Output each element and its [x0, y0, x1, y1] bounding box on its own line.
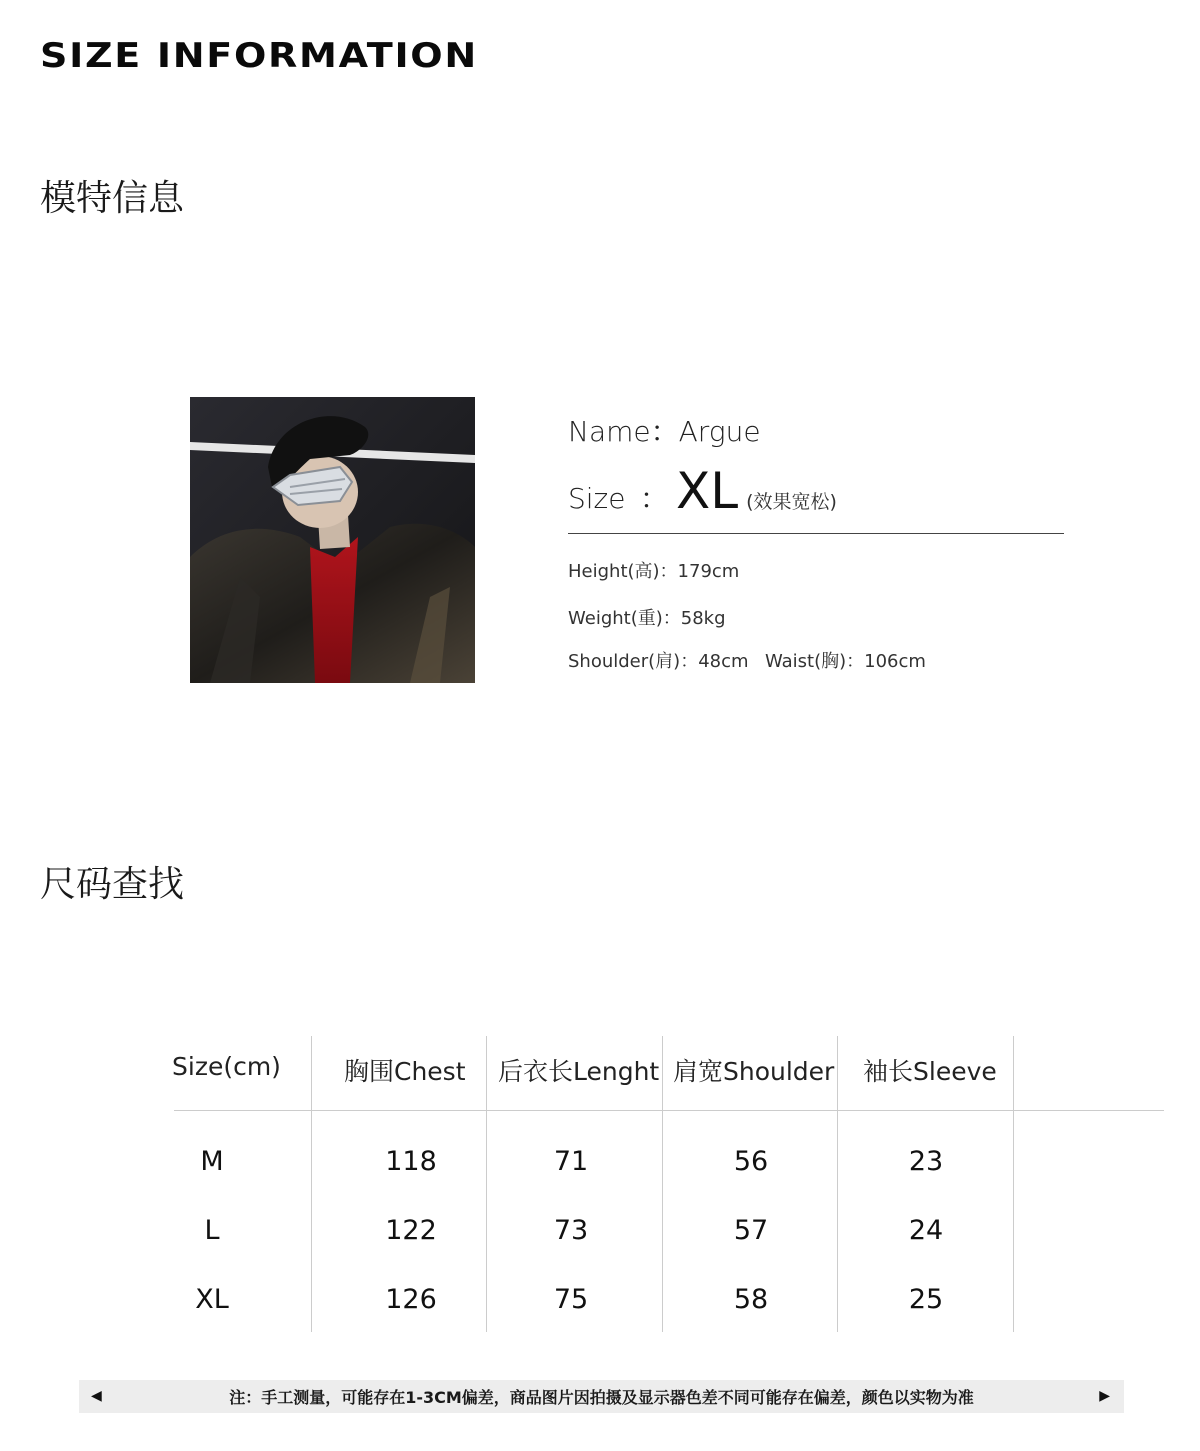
model-shoulder: Shoulder(肩)：48cm — [568, 651, 749, 672]
column-divider — [662, 1036, 663, 1332]
info-divider — [568, 533, 1064, 534]
model-height: Height(高)：179cm — [568, 561, 740, 582]
header-sleeve: 袖长Sleeve — [863, 1057, 997, 1086]
table-cell: 24 — [908, 1215, 944, 1246]
model-photo-illustration — [190, 397, 475, 683]
table-cell: 23 — [908, 1146, 944, 1177]
model-size-label: Size — [568, 482, 626, 515]
model-size-value: XL — [676, 462, 739, 520]
header-size: Size(cm) — [172, 1052, 281, 1081]
table-cell: 122 — [385, 1215, 437, 1246]
column-divider — [486, 1036, 487, 1332]
table-cell: L — [204, 1215, 220, 1246]
table-cell: 57 — [733, 1215, 769, 1246]
table-cell: 56 — [733, 1146, 769, 1177]
measurement-note-bar — [79, 1380, 1124, 1413]
table-cell: XL — [195, 1284, 229, 1315]
header-shoulder: 肩宽Shoulder — [673, 1057, 835, 1086]
table-cell: 118 — [385, 1146, 437, 1177]
model-name: Name：Argue — [568, 415, 761, 448]
model-weight: Weight(重)：58kg — [568, 608, 726, 629]
model-size — [568, 462, 837, 520]
model-size-note: (效果宽松) — [746, 491, 837, 513]
header-chest: 胸围Chest — [344, 1057, 466, 1086]
measurement-note: 注：手工测量，可能存在1-3CM偏差，商品图片因拍摄及显示器色差不同可能存在偏差，颜色以实物为准 — [229, 1388, 974, 1407]
table-cell: 73 — [553, 1215, 589, 1246]
table-header-divider — [174, 1110, 1164, 1111]
model-waist: Waist(胸)：106cm — [765, 651, 926, 672]
table-cell: M — [200, 1146, 224, 1177]
table-cell: 126 — [385, 1284, 437, 1315]
size-lookup-heading: 尺码查找 — [40, 864, 185, 905]
model-size-colon: ： — [640, 482, 669, 515]
column-divider — [1013, 1036, 1014, 1332]
arrow-left-icon[interactable]: ◀ — [91, 1388, 102, 1404]
header-length: 后衣长Lenght — [498, 1057, 660, 1086]
page-title: SIZE INFORMATION — [40, 36, 478, 76]
table-cell: 71 — [553, 1146, 589, 1177]
arrow-right-icon[interactable]: ▶ — [1099, 1388, 1110, 1404]
table-cell: 58 — [733, 1284, 769, 1315]
model-photo — [190, 397, 475, 683]
column-divider — [311, 1036, 312, 1332]
table-cell: 25 — [908, 1284, 944, 1315]
model-info-heading: 模特信息 — [40, 178, 185, 219]
column-divider — [837, 1036, 838, 1332]
table-cell: 75 — [553, 1284, 589, 1315]
